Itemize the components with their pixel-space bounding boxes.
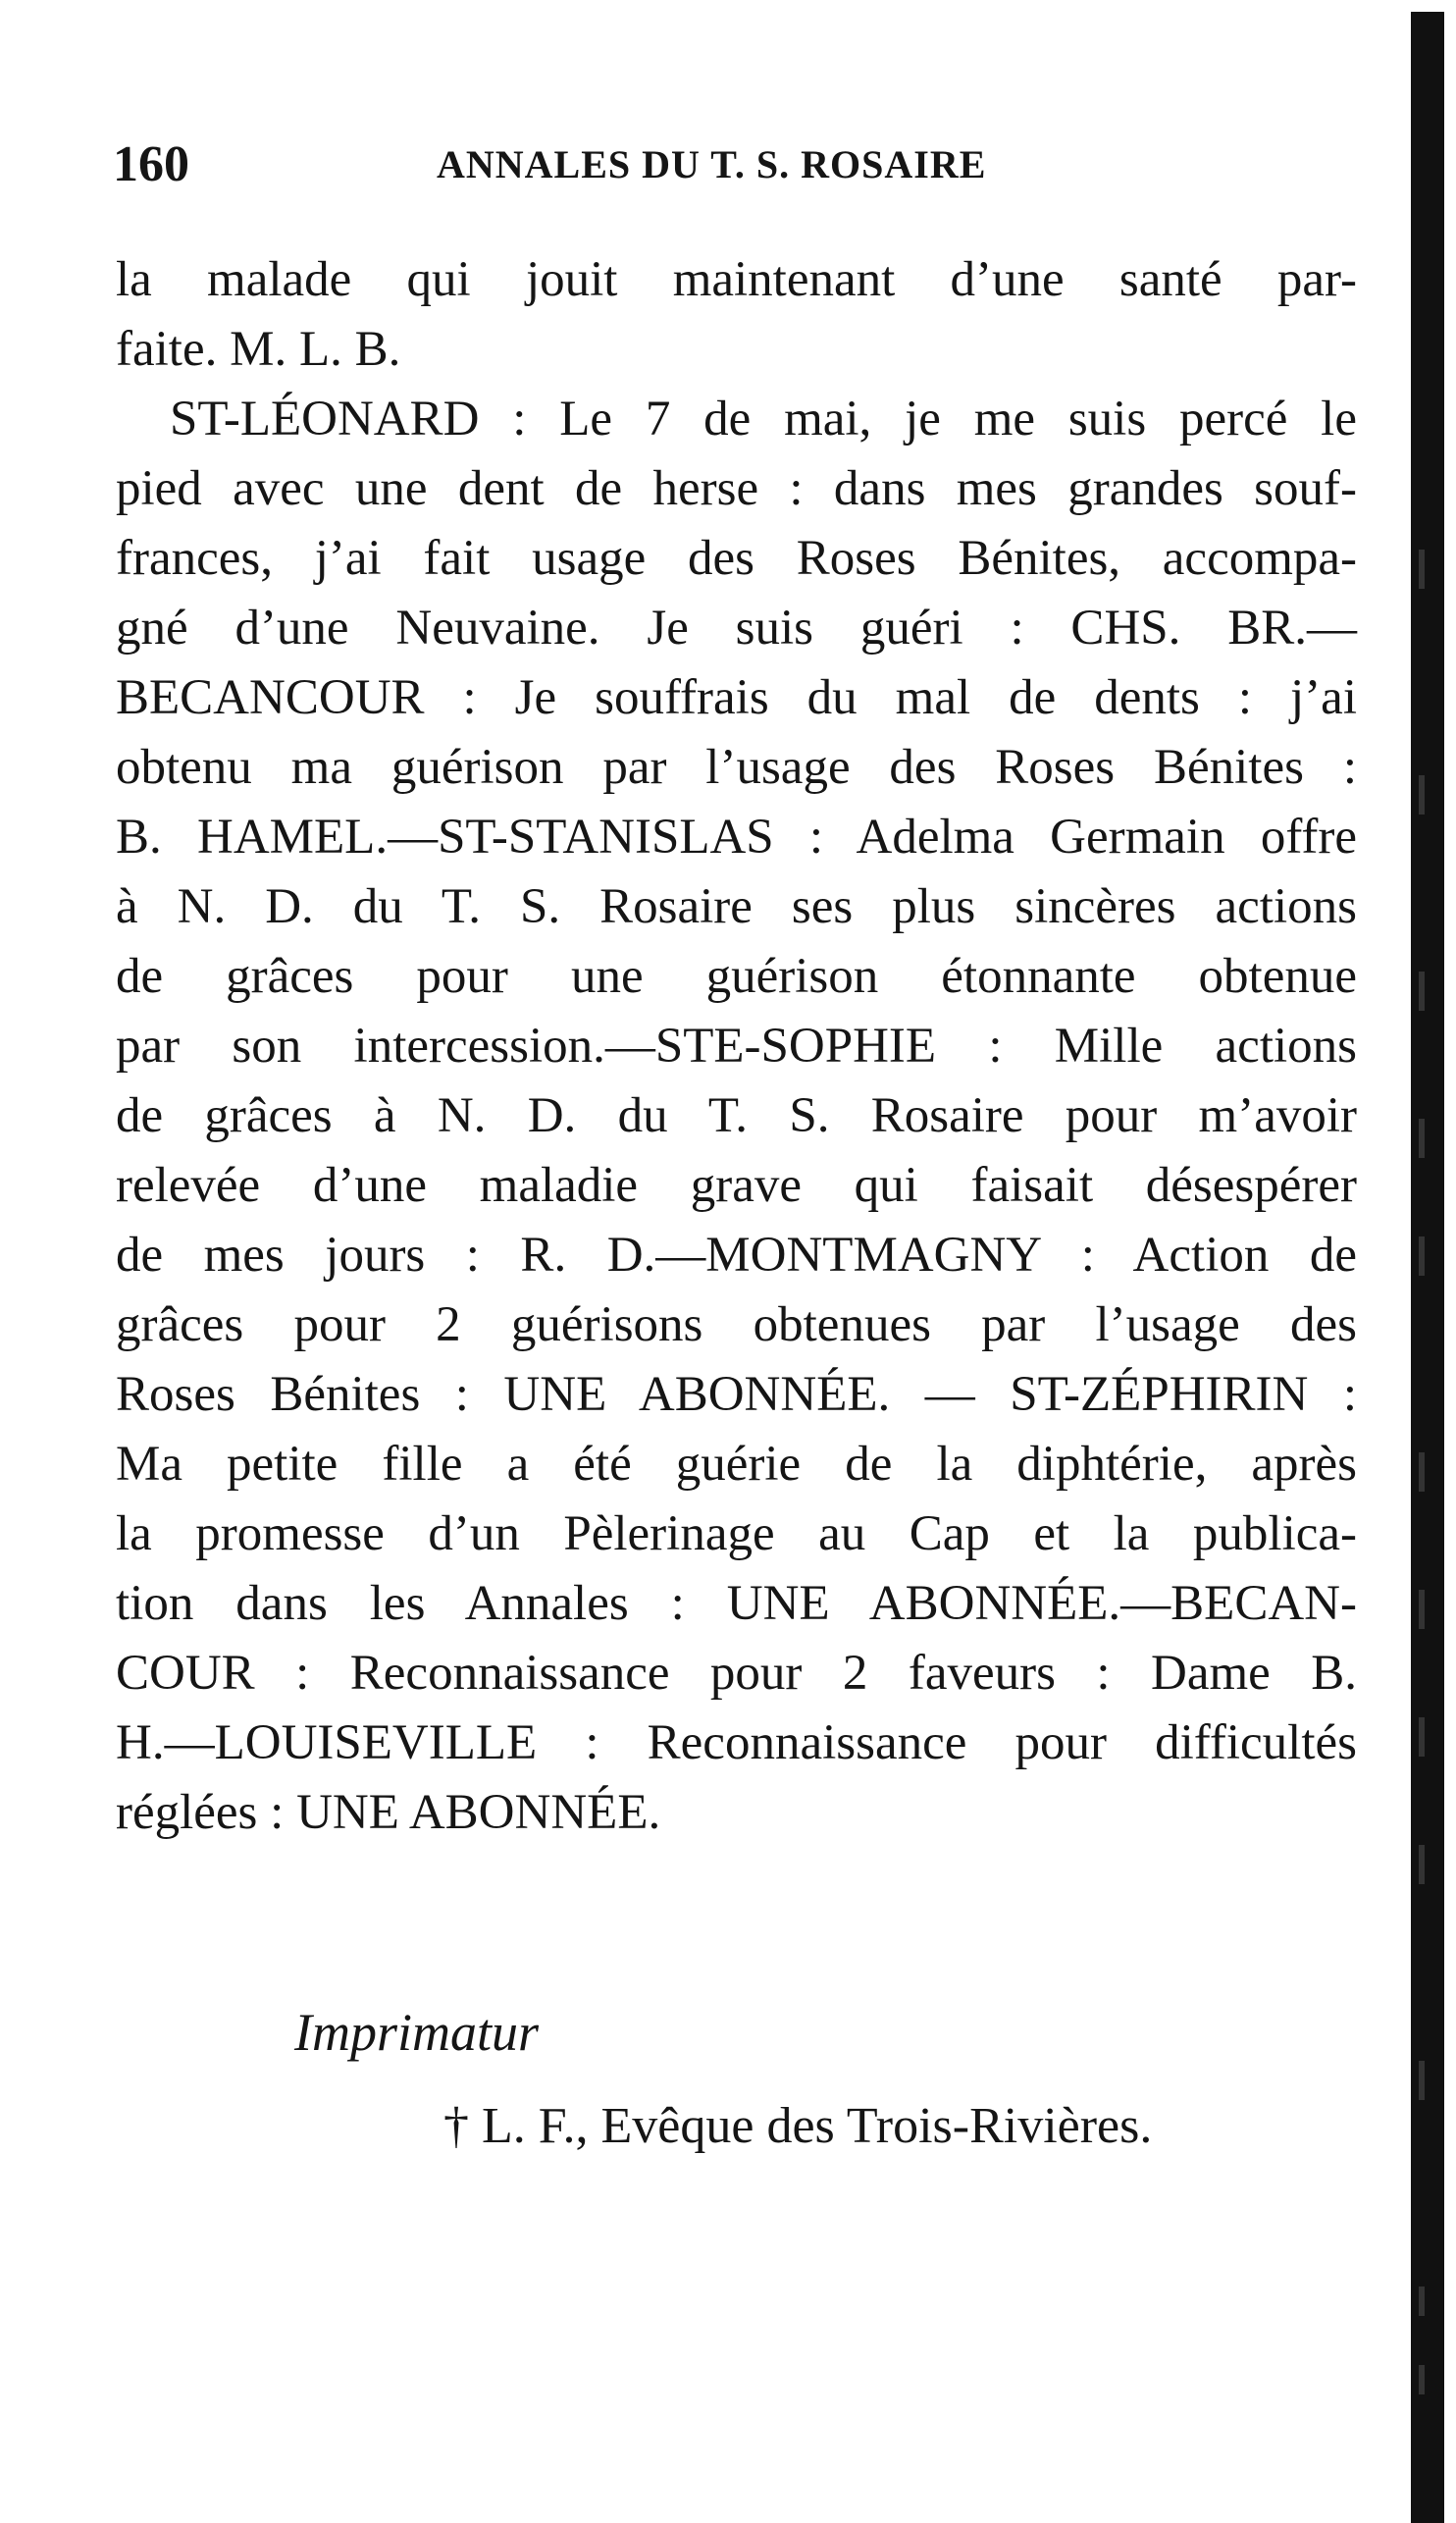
text-line: BECANCOUR : Je souffrais du mal de dents : j’ai	[116, 670, 1357, 725]
bishop-signature: † L. F., Evêque des Trois-Rivières.	[443, 2098, 1153, 2154]
text-line: de grâces à N. D. du T. S. Rosaire pour m’avoir	[116, 1088, 1357, 1143]
imprimatur-heading: Imprimatur	[294, 2003, 540, 2062]
text-line: de mes jours : R. D.—MONTMAGNY : Action de	[116, 1228, 1357, 1283]
text-line: Ma petite fille a été guérie de la diphtérie, après	[116, 1437, 1357, 1492]
page-header	[113, 135, 1388, 214]
text-line: H.—LOUISEVILLE : Reconnaissance pour difficultés	[116, 1715, 1357, 1770]
page-number: 160	[113, 136, 189, 192]
text-line: par son intercession.—STE-SOPHIE : Mille actions	[116, 1019, 1357, 1074]
scan-margin-artifacts	[1419, 0, 1456, 2523]
text-line: la promesse d’un Pèlerinage au Cap et la publica-	[116, 1506, 1357, 1561]
text-line: obtenu ma guérison par l’usage des Roses Bénites :	[116, 740, 1357, 795]
text-line: ST-LÉONARD : Le 7 de mai, je me suis percé le	[170, 392, 1357, 447]
text-line: faite. M. L. B.	[116, 322, 401, 377]
text-line: tion dans les Annales : UNE ABONNÉE.—BECAN-	[116, 1576, 1357, 1631]
text-line: de grâces pour une guérison étonnante obtenue	[116, 949, 1357, 1004]
text-line: la malade qui jouit maintenant d’une santé par-	[116, 252, 1357, 307]
text-line: relevée d’une maladie grave qui faisait désespérer	[116, 1158, 1357, 1213]
text-line: à N. D. du T. S. Rosaire ses plus sincères actions	[116, 879, 1357, 934]
running-title: ANNALES DU T. S. ROSAIRE	[437, 142, 987, 186]
text-line: frances, j’ai fait usage des Roses Bénites, accompa-	[116, 531, 1357, 586]
text-line: grâces pour 2 guérisons obtenues par l’usage des	[116, 1297, 1357, 1352]
text-line: gné d’une Neuvaine. Je suis guéri : CHS. BR.—	[116, 601, 1357, 656]
text-line: réglées : UNE ABONNÉE.	[116, 1785, 661, 1840]
text-line: Roses Bénites : UNE ABONNÉE. — ST-ZÉPHIRIN :	[116, 1367, 1357, 1422]
body-text	[116, 245, 1357, 1848]
text-line: B. HAMEL.—ST-STANISLAS : Adelma Germain offre	[116, 810, 1357, 865]
text-line: pied avec une dent de herse : dans mes grandes souf-	[116, 461, 1357, 516]
text-line: COUR : Reconnaissance pour 2 faveurs : Dame B.	[116, 1646, 1357, 1701]
